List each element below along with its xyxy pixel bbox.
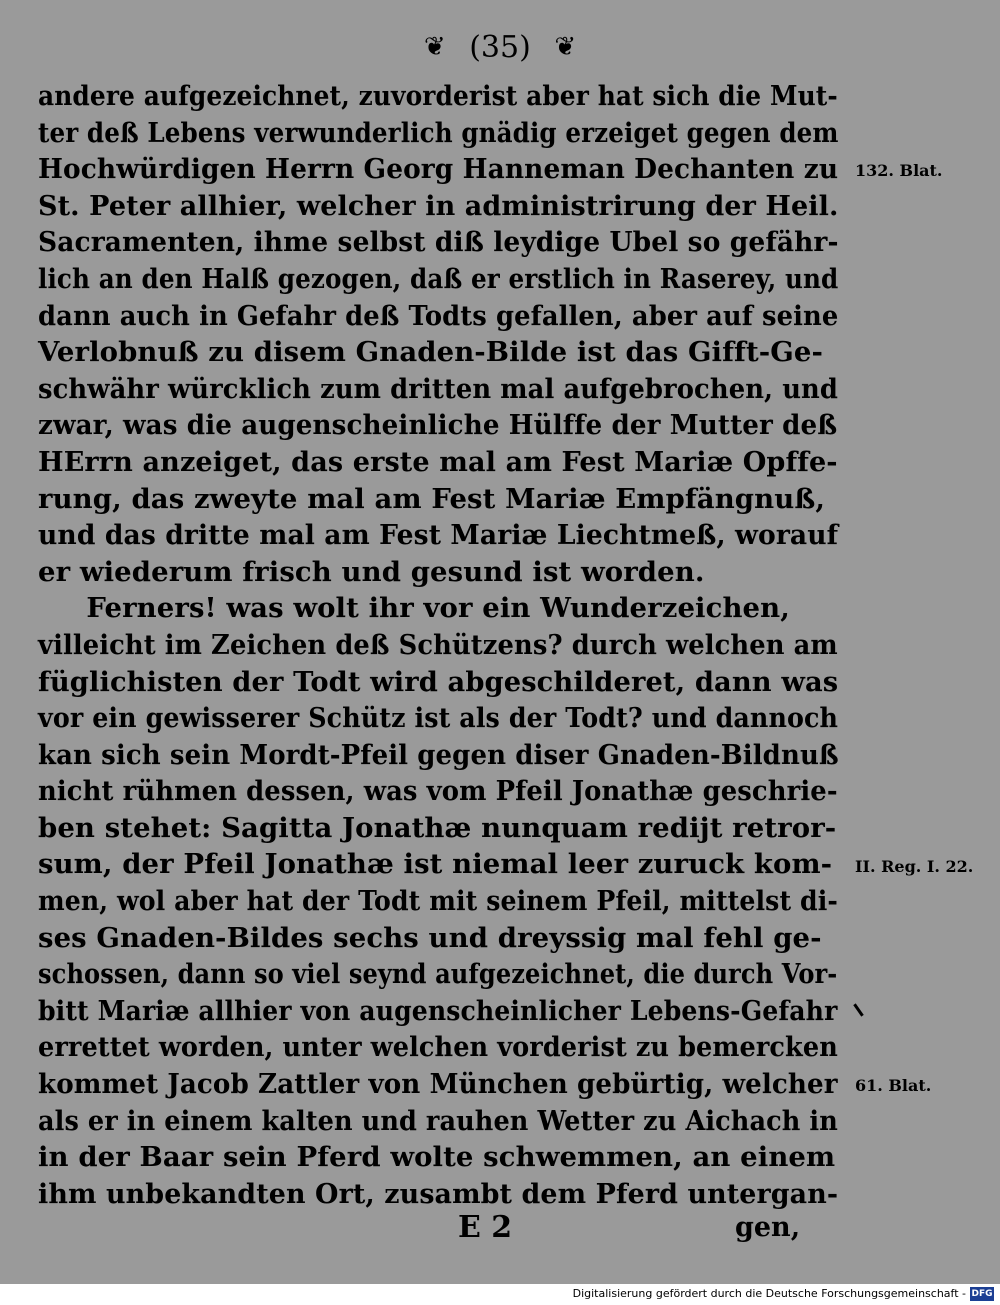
- text-line: lich an den Halß gezogen, daß er erstlich in Raserey, und: [38, 262, 839, 295]
- text-line: errettet worden, unter welchen vorderist zu bemercken: [38, 1031, 838, 1064]
- margin-note: II. Reg. I. 22.: [855, 856, 974, 876]
- text-line: rung, das zweyte mal am Fest Mariæ Empfängnuß,: [38, 482, 825, 515]
- text-line: ihm unbekandten Ort, zusambt dem Pferd untergan-: [38, 1177, 839, 1210]
- text-line: Sacramenten, ihme selbst diß leydige Ubel so gefähr-: [38, 226, 839, 259]
- text-line: Verlobnuß zu disem Gnaden-Bilde ist das Gifft-Ge-: [38, 336, 823, 369]
- ornament-right-icon: ❦: [554, 32, 577, 62]
- text-line: ben stehet: Sagitta Jonathæ nunquam redijt retror-: [38, 811, 837, 844]
- text-line: zwar, was die augenscheinliche Hülffe der Mutter deß: [38, 409, 838, 442]
- text-line: und das dritte mal am Fest Mariæ Liechtmeß, worauf: [38, 519, 839, 552]
- page-number: (35): [469, 29, 531, 65]
- text-line: villeicht im Zeichen deß Schützens? durch welchen am: [38, 628, 838, 661]
- text-line: ses Gnaden-Bildes sechs und dreyssig mal fehl ge-: [38, 921, 822, 954]
- text-line: HErrn anzeiget, das erste mal am Fest Mariæ Opffe-: [38, 445, 838, 478]
- dfg-logo-icon: DFG: [971, 1289, 993, 1299]
- text-line: nicht rühmen dessen, was vom Pfeil Jonathæ geschrie-: [38, 775, 838, 808]
- text-line: schwähr würcklich zum dritten mal aufgebrochen, und: [38, 372, 839, 405]
- text-line: schossen, dann so viel seynd aufgezeichnet, die durch Vor-: [38, 958, 838, 991]
- text-line: dann auch in Gefahr deß Todts gefallen, aber auf seine: [38, 299, 839, 332]
- margin-note: 61. Blat.: [855, 1076, 932, 1096]
- text-line: sum, der Pfeil Jonathæ ist niemal leer zuruck kom-: [38, 848, 833, 881]
- catchword: gen,: [735, 1212, 801, 1243]
- text-line: Ferners! was wolt ihr vor ein Wunderzeichen,: [38, 592, 790, 625]
- text-line: bitt Mariæ allhier von augenscheinlicher Lebens-Gefahr: [38, 994, 838, 1027]
- text-line: ter deß Lebens verwunderlich gnädig erzeiget gegen dem: [38, 116, 839, 149]
- text-line: in der Baar sein Pferd wolte schwemmen, an einem: [38, 1141, 836, 1174]
- text-line: er wiederum frisch und gesund ist worden.: [38, 555, 705, 588]
- text-line: kommet Jacob Zattler von München gebürtig, welcher: [38, 1068, 838, 1101]
- page-header: [0, 28, 1000, 65]
- text-line: füglichisten der Todt wird abgeschilderet, dann was: [38, 665, 839, 698]
- text-line: vor ein gewisserer Schütz ist als der Todt? und dannoch: [38, 702, 839, 735]
- text-line: men, wol aber hat der Todt mit seinem Pfeil, mittelst di-: [38, 885, 838, 918]
- margin-mark-icon: [853, 1003, 863, 1016]
- credit-text: Digitalisierung gefördert durch die Deutsche Forschungsgemeinschaft -: [572, 1287, 966, 1300]
- signature-mark: E 2: [458, 1210, 513, 1245]
- body-text: [38, 78, 838, 1212]
- text-line: Hochwürdigen Herrn Georg Hanneman Dechanten zu: [38, 153, 839, 186]
- text-line: kan sich sein Mordt-Pfeil gegen diser Gnaden-Bildnuß: [38, 738, 839, 771]
- margin-note: 132. Blat.: [855, 161, 943, 181]
- text-line: St. Peter allhier, welcher in administrirung der Heil.: [38, 189, 839, 222]
- text-line: als er in einem kalten und rauhen Wetter zu Aichach in: [38, 1104, 838, 1137]
- ornament-left-icon: ❦: [423, 32, 446, 62]
- text-line: andere aufgezeichnet, zuvorderist aber hat sich die Mut-: [38, 80, 838, 112]
